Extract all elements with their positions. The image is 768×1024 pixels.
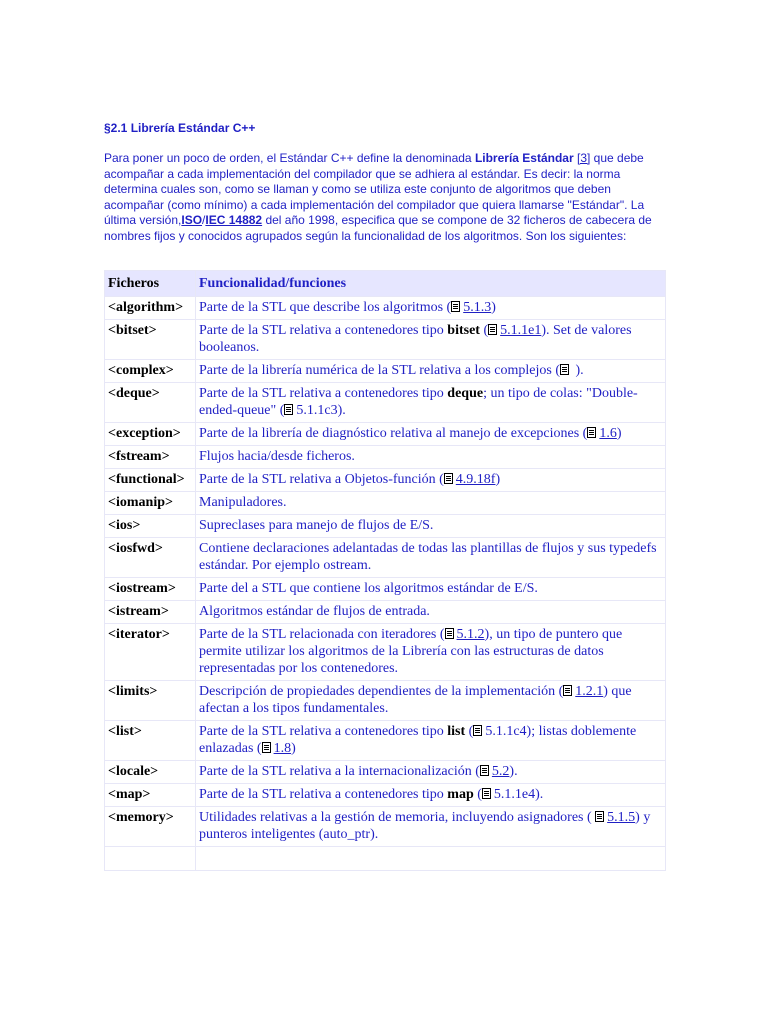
description-text: Parte de la STL que describe los algoritmos ( <box>199 300 452 315</box>
table-row <box>104 515 666 538</box>
header-files-table <box>104 270 666 871</box>
description-cell <box>196 360 666 383</box>
file-name-cell: <istream> <box>104 601 196 624</box>
header-ficheros: Ficheros <box>104 270 196 297</box>
document-icon <box>482 788 491 799</box>
description-text: ; un tipo de colas: "Double-ended-queue" ( <box>199 386 638 418</box>
intro-paragraph <box>104 151 666 244</box>
description-text: ). <box>509 764 518 779</box>
section-reference-link[interactable]: 1.8 <box>273 741 292 756</box>
table-row <box>104 469 666 492</box>
description-text: Parte de la STL relacionada con iteradores ( <box>199 627 445 642</box>
description-text: Manipuladores. <box>199 495 287 510</box>
iec-link[interactable]: IEC 14882 <box>205 213 263 227</box>
description-text: ( <box>479 323 489 338</box>
description-text: Flujos hacia/desde ficheros. <box>199 449 355 464</box>
description-text: Descripción de propiedades dependientes de la implementación ( <box>199 684 564 699</box>
document-icon <box>445 628 454 639</box>
file-name-cell: <fstream> <box>104 446 196 469</box>
table-row <box>104 721 666 761</box>
document-icon <box>560 364 569 375</box>
description-text: Contiene declaraciones adelantadas de todas las plantillas de flujos y sus typedefs estándar. Por ejemplo ostream. <box>199 541 657 573</box>
section-reference-link[interactable]: 1.6 <box>599 426 617 441</box>
description-text: Parte de la STL relativa a contenedores tipo <box>199 724 448 739</box>
description-text: Utilidades relativas a la gestión de memoria, incluyendo asignadores ( <box>199 810 596 825</box>
description-cell <box>196 383 666 423</box>
file-name-cell: <algorithm> <box>104 297 196 320</box>
description-cell <box>196 320 666 360</box>
description-text: Supreclases para manejo de flujos de E/S. <box>199 518 434 533</box>
table-row <box>104 807 666 847</box>
document-icon <box>262 742 271 753</box>
description-text: ( <box>473 787 482 802</box>
description-text: Parte de la librería numérica de la STL relativa a los complejos ( <box>199 363 561 378</box>
empty-file-cell <box>104 847 196 871</box>
file-name-cell: <iterator> <box>104 624 196 681</box>
description-cell <box>196 423 666 446</box>
file-name-cell: <iostream> <box>104 578 196 601</box>
description-cell <box>196 784 666 807</box>
table-row <box>104 320 666 360</box>
document-icon <box>284 404 293 415</box>
section-reference-link[interactable]: 5.1.3 <box>463 300 492 315</box>
file-name-cell: <ios> <box>104 515 196 538</box>
description-text: Parte del a STL que contiene los algoritmos estándar de E/S. <box>199 581 538 596</box>
reference-link-3[interactable]: [3] <box>576 151 591 165</box>
description-cell <box>196 721 666 761</box>
document-icon <box>473 725 482 736</box>
table-row <box>104 297 666 320</box>
description-cell <box>196 807 666 847</box>
file-name-cell: <list> <box>104 721 196 761</box>
container-type-name: bitset <box>447 323 480 338</box>
description-cell <box>196 681 666 721</box>
description-cell <box>196 538 666 578</box>
description-text: ) <box>491 300 496 315</box>
section-reference-link[interactable]: 5.2 <box>491 764 510 779</box>
description-cell <box>196 297 666 320</box>
description-text: ), un tipo de puntero que permite utilizar los algoritmos de la Librería con las estructuras de datos representadas por los contenedores. <box>199 627 623 676</box>
table-row <box>104 624 666 681</box>
table-row <box>104 446 666 469</box>
table-row <box>104 578 666 601</box>
container-type-name: list <box>447 724 466 739</box>
document-icon <box>444 473 453 484</box>
section-reference-link[interactable]: 5.1.2 <box>456 627 485 642</box>
intro-text: que debe acompañar a cada implementación del compilador que se adhiera al estándar. Es decir: la norma determina cuales son, como se llaman y como se utiliza este conjunto de algoritmos que deben acompañar (como mínimo) a cada implementación del compilador que quiera llamarse "Estándar". La última versión, <box>104 151 645 227</box>
document-icon <box>587 427 596 438</box>
section-reference-link[interactable]: 4.9.18f <box>455 472 496 487</box>
table-row <box>104 681 666 721</box>
header-funcionalidad: Funcionalidad/funciones <box>196 270 666 297</box>
file-name-cell: <deque> <box>104 383 196 423</box>
section-title: §2.1 Librería Estándar C++ <box>104 121 256 135</box>
section-reference-link[interactable]: 5.1.5 <box>607 810 636 825</box>
description-text: Parte de la STL relativa a la internacionalización ( <box>199 764 480 779</box>
description-text: ) <box>495 472 501 487</box>
table-row <box>104 492 666 515</box>
description-text: 5.1.1c3). <box>296 403 346 418</box>
table-row <box>104 360 666 383</box>
description-text: Parte de la STL relativa a contenedores tipo <box>199 323 448 338</box>
description-text: ). Set de valores booleanos. <box>199 323 632 355</box>
document-icon <box>488 324 497 335</box>
description-text: ) que afectan a los tipos fundamentales. <box>199 684 632 716</box>
table-body <box>104 297 666 871</box>
document-icon <box>451 301 460 312</box>
table-row <box>104 601 666 624</box>
description-text: Parte de la STL relativa a contenedores tipo <box>199 386 448 401</box>
empty-table-row <box>104 847 666 871</box>
description-cell <box>196 469 666 492</box>
table-row <box>104 784 666 807</box>
table-row <box>104 538 666 578</box>
table-header-row <box>104 270 666 297</box>
document-icon <box>480 765 489 776</box>
table-row <box>104 423 666 446</box>
description-cell <box>196 492 666 515</box>
description-text: ) <box>291 741 296 756</box>
description-cell <box>196 601 666 624</box>
description-text: Parte de la librería de diagnóstico relativa al manejo de excepciones ( <box>199 426 588 441</box>
file-name-cell: <exception> <box>104 423 196 446</box>
file-name-cell: <complex> <box>104 360 196 383</box>
empty-description-cell <box>196 847 666 871</box>
container-type-name: map <box>447 787 474 802</box>
table-row <box>104 761 666 784</box>
file-name-cell: <functional> <box>104 469 196 492</box>
description-text: ). <box>572 363 584 378</box>
section-reference-link[interactable]: 5.1.1e1 <box>500 323 542 338</box>
file-name-cell: <map> <box>104 784 196 807</box>
document-icon <box>595 811 604 822</box>
description-cell <box>196 578 666 601</box>
description-cell <box>196 515 666 538</box>
description-text: Algoritmos estándar de flujos de entrada. <box>199 604 430 619</box>
intro-text: Para poner un poco de orden, el Estándar C++ define la denominada <box>104 151 475 165</box>
description-cell <box>196 761 666 784</box>
document-icon <box>563 685 572 696</box>
container-type-name: deque <box>447 386 484 401</box>
description-text: 5.1.1e4). <box>493 787 544 802</box>
description-text: Parte de la STL relativa a contenedores tipo <box>199 787 448 802</box>
file-name-cell: <iosfwd> <box>104 538 196 578</box>
iso-link[interactable]: ISO <box>181 213 203 227</box>
description-cell <box>196 446 666 469</box>
section-reference-link[interactable]: 1.2.1 <box>575 684 604 699</box>
file-name-cell: <locale> <box>104 761 196 784</box>
file-name-cell: <limits> <box>104 681 196 721</box>
description-text: ( <box>465 724 474 739</box>
file-name-cell: <bitset> <box>104 320 196 360</box>
description-text: 5.1.1c4); listas doblemente enlazadas ( <box>199 724 637 756</box>
intro-text: / <box>202 213 206 227</box>
intro-text: del año 1998, especifica que se compone de 32 ficheros de cabecera de nombres fijos y conocidos agrupados según la funcionalidad de los algoritmos. Son los siguientes: <box>104 213 652 243</box>
description-cell <box>196 624 666 681</box>
description-text: ) <box>616 426 622 441</box>
file-name-cell: <memory> <box>104 807 196 847</box>
file-name-cell: <iomanip> <box>104 492 196 515</box>
table-row <box>104 383 666 423</box>
lib-strong-text: Librería Estándar <box>474 151 574 165</box>
description-text: ) y punteros inteligentes (auto_ptr). <box>199 810 651 842</box>
description-text: Parte de la STL relativa a Objetos-función ( <box>199 472 444 487</box>
